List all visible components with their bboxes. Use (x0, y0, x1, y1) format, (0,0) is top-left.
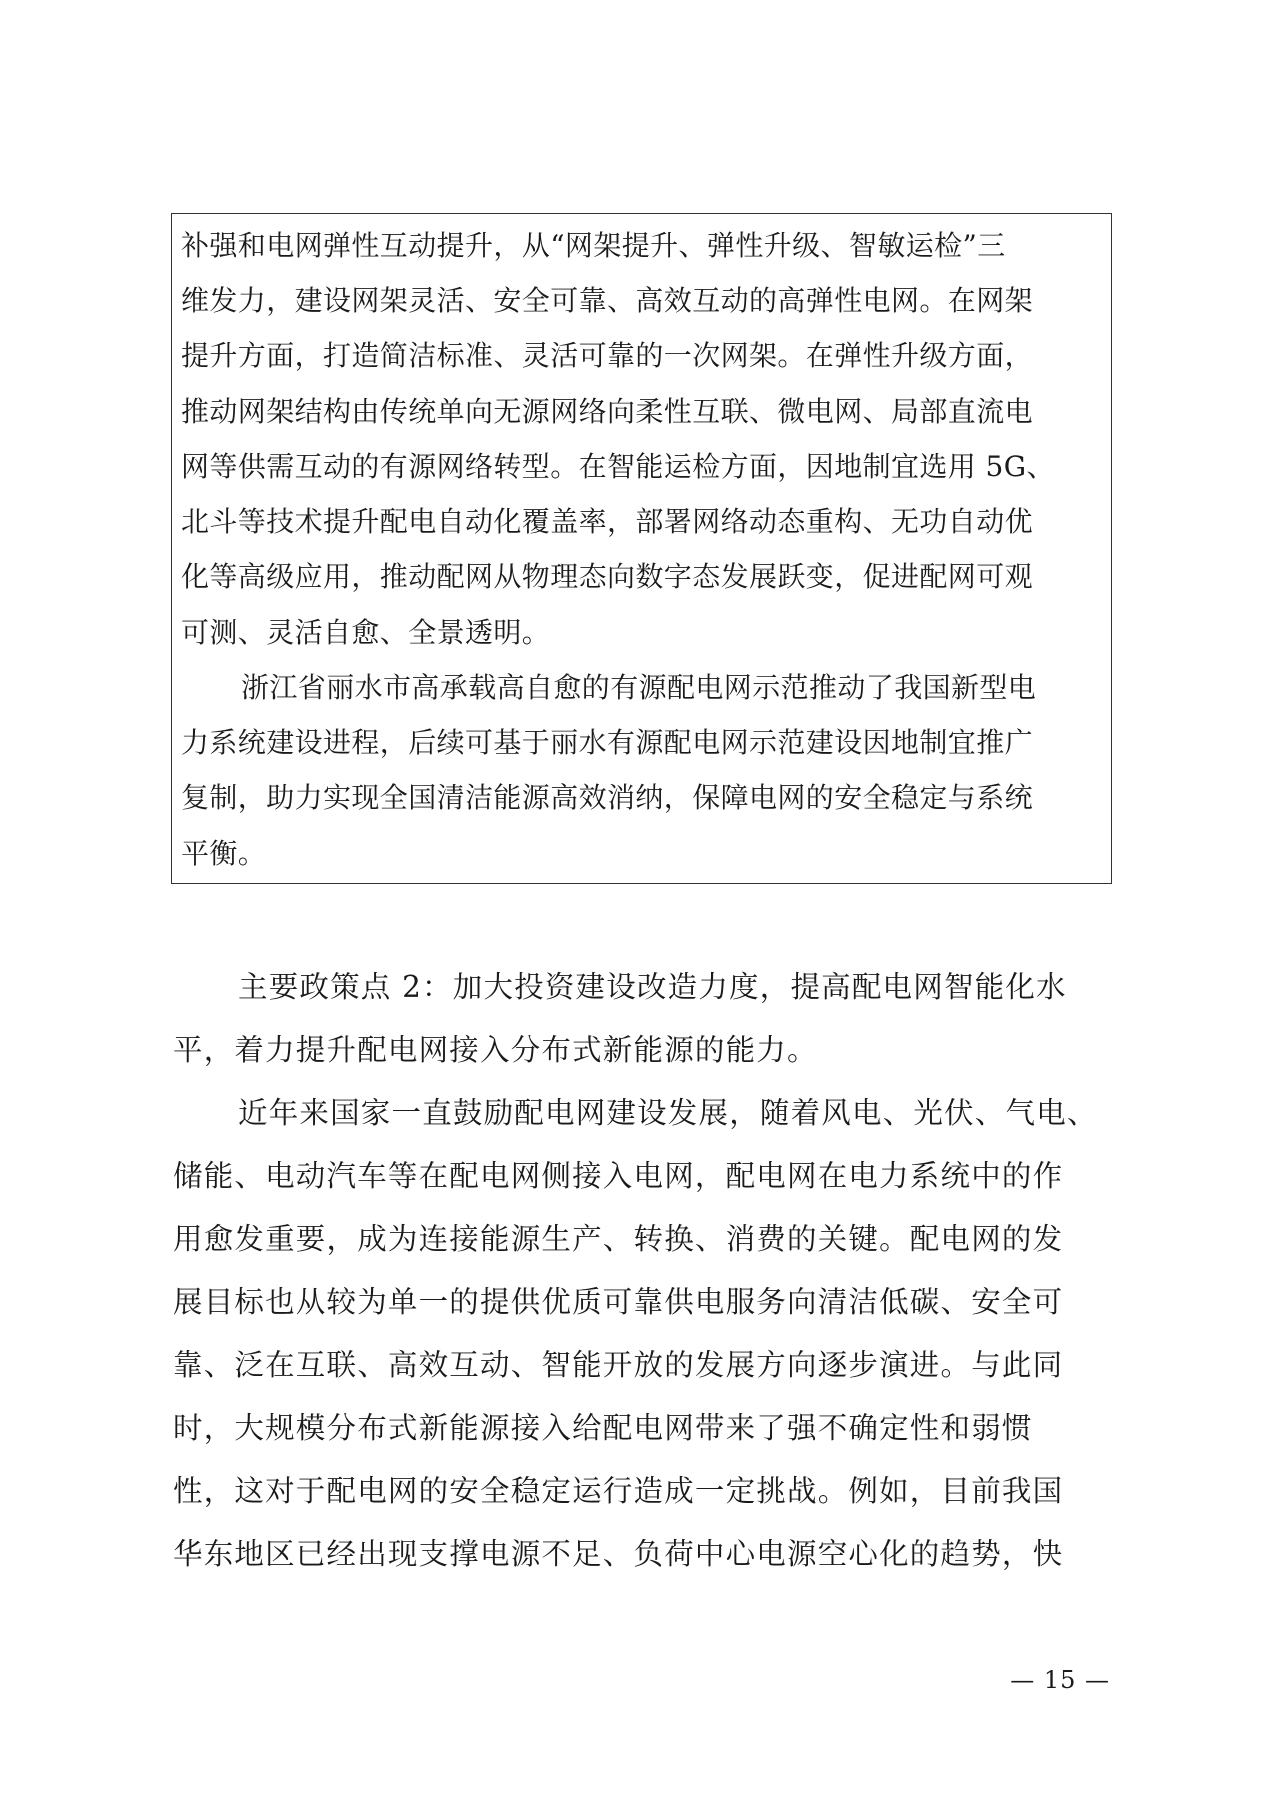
boxed-text-line: 可测、灵活自愈、全景透明。 (181, 616, 551, 649)
body-text-line: 华东地区已经出现支撑电源不足、负荷中心电源空心化的趋势，快 (173, 1537, 1064, 1571)
body-text-line: 靠、泛在互联、高效互动、智能开放的发展方向逐步演进。与此同 (173, 1348, 1064, 1382)
page-number: — 15 — (1010, 1666, 1110, 1694)
boxed-text-line: 平衡。 (181, 837, 267, 870)
boxed-text-line: 浙江省丽水市高承载高自愈的有源配电网示范推动了我国新型电 (241, 671, 1037, 704)
boxed-text-line: 北斗等技术提升配电自动化覆盖率，部署网络动态重构、无功自动优 (181, 505, 1034, 538)
body-text-line: 储能、电动汽车等在配电网侧接入电网，配电网在电力系统中的作 (173, 1159, 1064, 1193)
body-text-line: 近年来国家一直鼓励配电网建设发展，随着风电、光伏、气电、 (238, 1096, 1098, 1130)
boxed-text-line: 网等供需互动的有源网络转型。在智能运检方面，因地制宜选用 5G、 (181, 450, 1055, 483)
boxed-text-line: 补强和电网弹性互动提升，从“网架提升、弹性升级、智敏运检”三 (181, 229, 1006, 262)
boxed-text-line: 提升方面，打造简洁标准、灵活可靠的一次网架。在弹性升级方面， (181, 339, 1034, 372)
policy-heading-line: 平，着力提升配电网接入分布式新能源的能力。 (173, 1033, 818, 1067)
body-text-line: 性，这对于配电网的安全稳定运行造成一定挑战。例如，目前我国 (173, 1474, 1064, 1508)
boxed-text-line: 复制，助力实现全国清洁能源高效消纳，保障电网的安全稳定与系统 (181, 781, 1034, 814)
body-text-line: 用愈发重要，成为连接能源生产、转换、消费的关键。配电网的发 (173, 1222, 1064, 1256)
policy-heading-line: 主要政策点 2：加大投资建设改造力度，提高配电网智能化水 (238, 970, 1067, 1004)
body-text-line: 展目标也从较为单一的提供优质可靠供电服务向清洁低碳、安全可 (173, 1285, 1064, 1319)
boxed-text-line: 推动网架结构由传统单向无源网络向柔性互联、微电网、局部直流电 (181, 395, 1034, 428)
boxed-text-line: 维发力，建设网架灵活、安全可靠、高效互动的高弹性电网。在网架 (181, 284, 1034, 317)
body-text-line: 时，大规模分布式新能源接入给配电网带来了强不确定性和弱惯 (173, 1411, 1033, 1445)
boxed-text-line: 化等高级应用，推动配网从物理态向数字态发展跃变，促进配网可观 (181, 560, 1034, 593)
boxed-text-line: 力系统建设进程，后续可基于丽水有源配电网示范建设因地制宜推广 (181, 726, 1034, 759)
